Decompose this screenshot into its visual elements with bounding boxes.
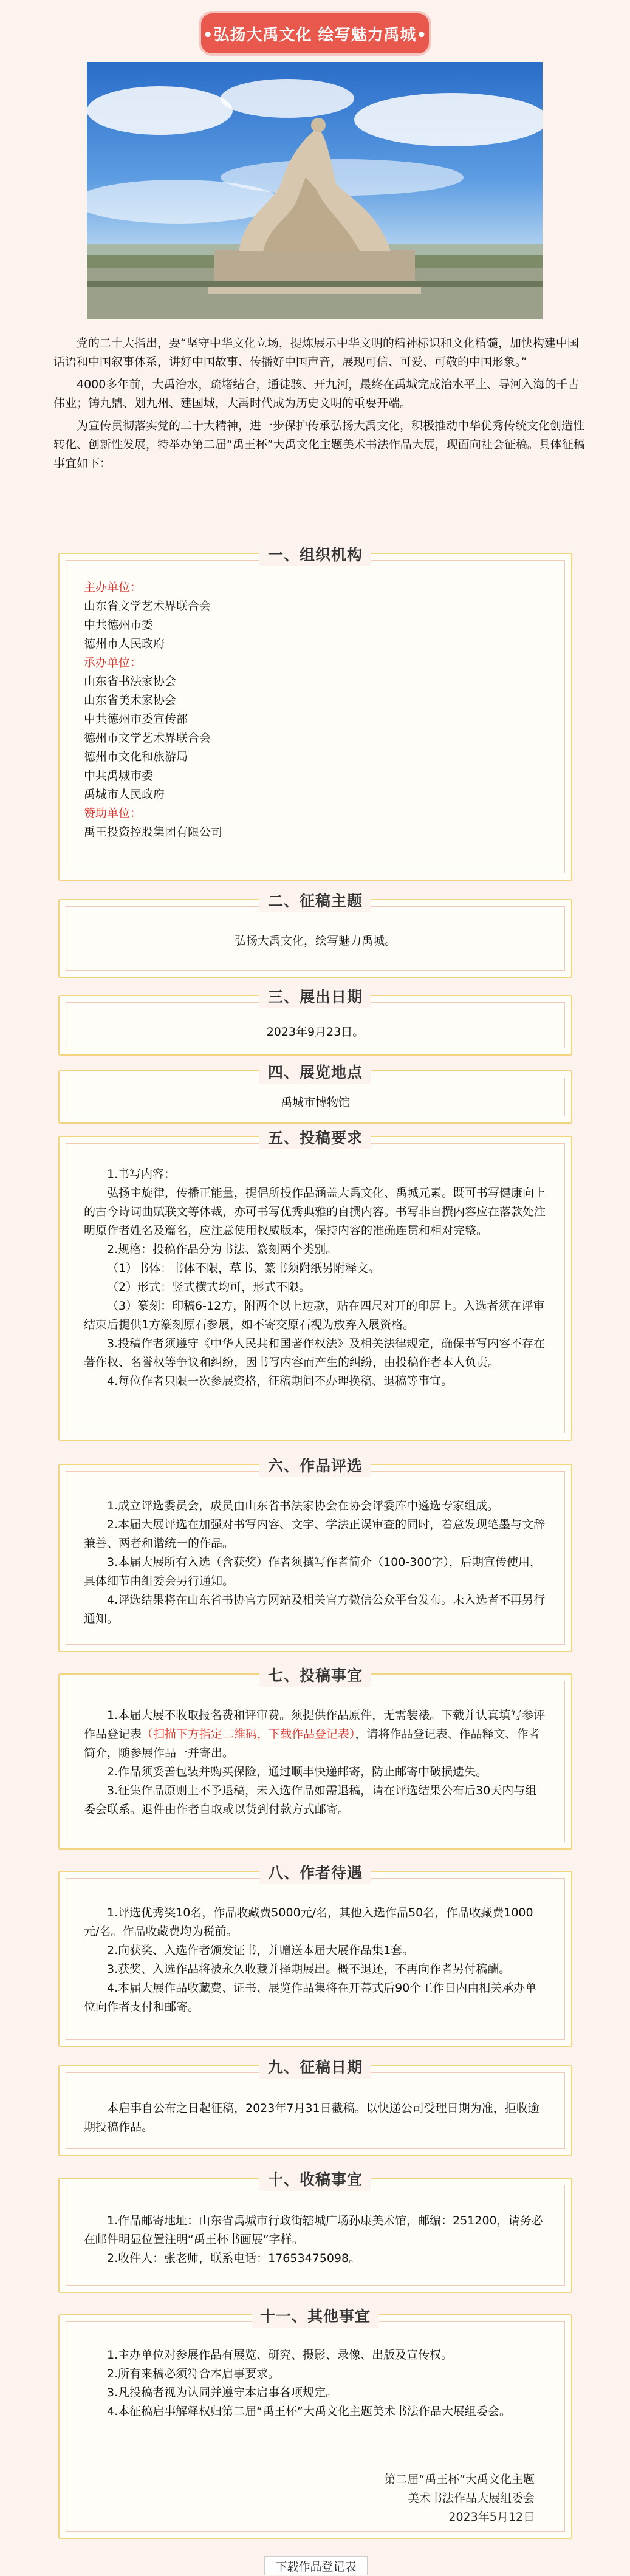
organizer-item: 中共德州市委宣传部: [84, 712, 188, 726]
page-title: •弘扬大禹文化 绘写魅力禹城•: [201, 13, 429, 53]
section-date: [58, 988, 572, 1056]
review-line: 2.本届大展评选在加强对书写内容、文字、学法正误审查的同时，着意发现笔墨与文辞兼善、两者和谐统一的作品。: [84, 1518, 546, 1550]
req-line: 4.每位作者只限一次参展资格，征稿期间不办理换稿、退稿等事宜。: [107, 1375, 453, 1388]
section-requirements: [58, 1129, 572, 1441]
organizer-item: 中共禹城市委: [84, 769, 154, 782]
organizer-item: 德州市文学艺术界联合会: [84, 731, 211, 745]
date-text: 2023年9月23日。: [266, 1025, 365, 1039]
section-title: 四、展览地点: [259, 1059, 371, 1084]
section-title: 八、作者待遇: [259, 1860, 371, 1884]
intro-paragraph: 党的二十大指出，要“坚守中华文化立场，提炼展示中华文明的精神标识和文化精髓，加快构建中国话语和中国叙事体系，讲好中国故事、传播好中国声音，展现可信、可爱、可敬的中国形象。”: [53, 337, 579, 369]
download-form-button[interactable]: 下载作品登记表: [264, 2556, 368, 2575]
review-line: 4.评选结果将在山东省书协官方网站及相关官方微信公众平台发布。未入选者不再另行通知。: [84, 1593, 546, 1625]
section-title: 三、展出日期: [259, 984, 371, 1008]
other-line: 3.凡投稿者视为认同并遵守本启事各项规定。: [107, 2386, 338, 2399]
benefit-line: 4.本届大展作品收藏费、证书、展览作品集将在开幕式后90个工作日内由相关承办单位向作者支付和邮寄。: [84, 1981, 537, 2014]
section-theme: [58, 892, 572, 978]
sponsor-item: 山东省文学艺术界联合会: [84, 600, 211, 613]
section-title: 六、作品评选: [259, 1453, 371, 1477]
section-title: 一、组织机构: [259, 542, 371, 566]
signature-block: [384, 2470, 535, 2527]
req-line: 3.投稿作者须遵守《中华人民共和国著作权法》及相关法律规定，确保书写内容不存在著作权、名誉权等争议和纠纷，因书写内容而产生的纠纷，由投稿作者本人负责。: [84, 1337, 546, 1369]
address-line: 1.作品邮寄地址：山东省禹城市行政街辖城广场孙康美术馆，邮编：251200，请务必在邮件明显位置注明“禹王杯书画展”字样。: [84, 2214, 543, 2246]
benefit-line: 3.获奖、入选作品将被永久收藏并择期展出。概不退还，不再向作者另付稿酬。: [107, 1963, 511, 1976]
sponsor-item: 德州市人民政府: [84, 637, 165, 651]
sign-line: 第二届“禹王杯”大禹文化主题: [384, 2473, 535, 2486]
section-submission: [58, 1667, 572, 1850]
other-line: 2.所有来稿必须符合本启事要求。: [107, 2367, 280, 2380]
req-line: （1）书体：书体不限，草书、篆书须附纸另附释文。: [107, 1262, 380, 1275]
submit-line: 2.作品须妥善包装并购买保险，通过顺丰快递邮寄，防止邮寄中破损遗失。: [107, 1765, 488, 1778]
req-line: 1.书写内容：: [107, 1167, 176, 1181]
section-venue: [58, 1064, 572, 1124]
submit-line: [84, 1706, 547, 1763]
submit-line-text: ，请将作品登记表、作品释文、作者简介，随参展作品一并寄出。: [84, 1727, 540, 1760]
req-line: 弘扬主旋律，传播正能量，提倡所投作品涵盖大禹文化、禹城元素。既可书写健康向上的古今诗词曲赋联文等体裁，亦可书写优秀典雅的自撰内容。书写非自撰内容应在落款处注明原作者姓名及篇名，应注意使用权威版本，保持内容的准确连贯和相对完整。: [84, 1186, 546, 1237]
other-line: 1.主办单位对参展作品有展览、研究、摄影、录像、出版及宣传权。: [107, 2348, 453, 2362]
section-title: 七、投稿事宜: [259, 1662, 371, 1687]
section-title: 二、征稿主题: [259, 888, 371, 912]
req-line: （2）形式：竖式横式均可，形式不限。: [107, 1280, 311, 1294]
section-organization: [58, 546, 572, 881]
sponsor-label: 主办单位：: [84, 581, 142, 594]
hero-photo: [87, 62, 543, 319]
organizer-item: 禹城市人民政府: [84, 788, 165, 801]
intro-paragraph: 为宣传贯彻落实党的二十大精神，进一步保护传承弘扬大禹文化，积极推动中华优秀传统文化创造性转化、创新性发展，特举办第二届“禹王杯”大禹文化主题美术书法作品大展，现面向社会征稿。具体征稿事宜如下：: [53, 419, 585, 470]
organizer-item: 德州市文化和旅游局: [84, 750, 188, 764]
section-review: [58, 1457, 572, 1652]
submit-line-text: 1.本届大展不收取报名费和评审费。须提供作品原件，无需装裱。下载并认真填写参评作品登记表: [84, 1709, 546, 1741]
other-line: 4.本征稿启事解释权归第二届“禹王杯”大禹文化主题美术书法作品大展组委会。: [107, 2405, 511, 2418]
section-title: 十一、其他事宜: [252, 2303, 379, 2328]
req-line: （3）篆刻：印稿6-12方，附两个以上边款，贴在四尺对开的印屏上。入选者须在评审结束后提供1方篆刻原石参展，如不寄交原石视为放弃入展资格。: [84, 1299, 545, 1331]
section-title: 五、投稿要求: [259, 1125, 371, 1149]
benefit-line: 2.向获奖、入选作者颁发证书，并赠送本届大展作品集1套。: [107, 1944, 414, 1957]
section-title: 九、征稿日期: [259, 2054, 371, 2079]
supporter-label: 赞助单位：: [84, 807, 142, 820]
review-line: 1.成立评选委员会，成员由山东省书法家协会在协会评委库中遴选专家组成。: [107, 1499, 499, 1512]
section-deadline: [58, 2058, 572, 2156]
intro-text: [53, 334, 585, 477]
section-address: [58, 2171, 572, 2293]
review-line: 3.本届大展所有入选（含获奖）作者须撰写作者简介（100-300字），后期宣传使用，具体细节由组委会另行通知。: [84, 1556, 542, 1588]
theme-text: 弘扬大禹文化，绘写魅力禹城。: [234, 934, 396, 948]
qr-download-note: （扫描下方指定二维码，下载作品登记表）: [142, 1727, 355, 1741]
benefit-line: 1.评选优秀奖10名，作品收藏费5000元/名，其他入选作品50名，作品收藏费1000元/名。作品收藏费均为税前。: [84, 1906, 533, 1938]
organizer-item: 山东省美术家协会: [84, 694, 177, 707]
organizer-label: 承办单位：: [84, 656, 142, 669]
sign-line: 美术书法作品大展组委会: [407, 2492, 535, 2505]
deadline-text: 本启事自公布之日起征稿，2023年7月31日截稿。以快递公司受理日期为准，拒收逾期投稿作品。: [84, 2102, 539, 2134]
intro-paragraph: 4000多年前，大禹治水，疏堵结合，通徒骇、开九河，最终在禹城完成治水平土、导河入海的千古伟业；铸九鼎、划九州、建国城，大禹时代成为历史文明的重要开端。: [53, 378, 580, 410]
address-line: 2.收件人：张老师，联系电话：17653475098。: [107, 2252, 361, 2265]
sign-date: 2023年5月12日: [448, 2510, 535, 2524]
submit-line: 3.征集作品原则上不予退稿，未入选作品如需退稿，请在评选结果公布后30天内与组委会联系。退件由作者自取或以货到付款方式邮寄。: [84, 1784, 537, 1816]
supporter-item: 禹王投资控股集团有限公司: [84, 825, 223, 839]
req-line: 2.规格：投稿作品分为书法、篆刻两个类别。: [107, 1243, 338, 1256]
section-benefits: [58, 1864, 572, 2047]
section-other: [58, 2308, 572, 2539]
section-title: 十、收稿事宜: [259, 2167, 371, 2191]
sculpture-photo-image: [87, 62, 543, 319]
venue-text: 禹城市博物馆: [280, 1096, 350, 1109]
sponsor-item: 中共德州市委: [84, 618, 154, 632]
organizer-item: 山东省书法家协会: [84, 675, 177, 688]
